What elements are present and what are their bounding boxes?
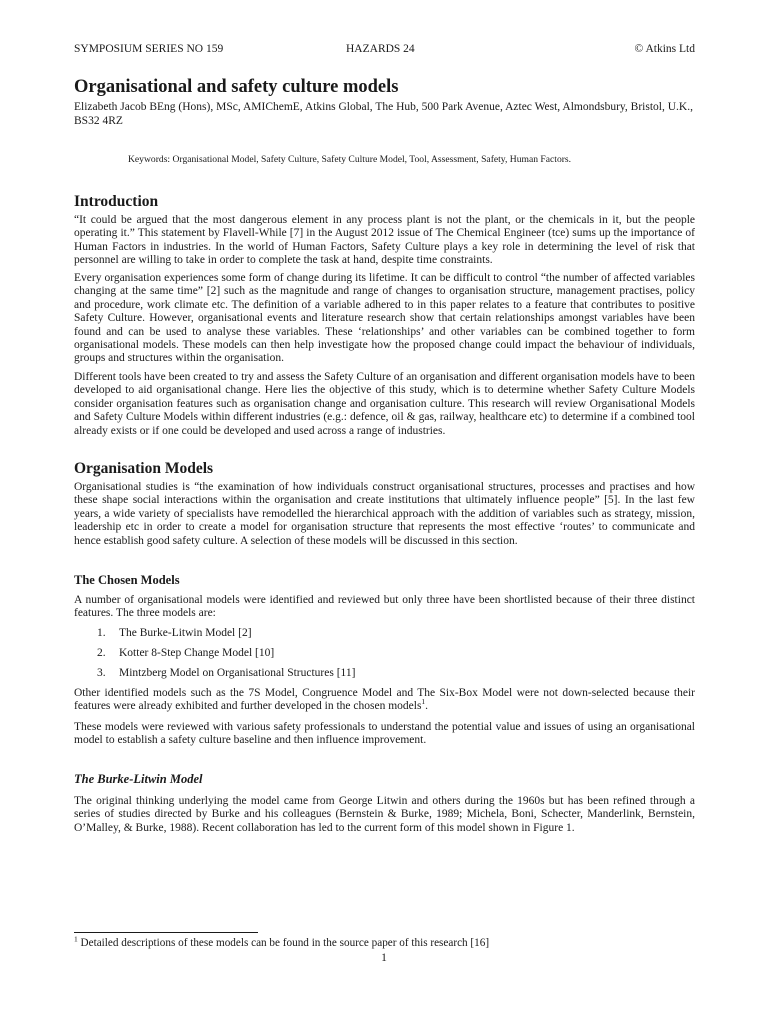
org-models-paragraph: Organisational studies is “the examination of how individuals construct organisational structures, processes and practises and how these shape social interactions within the organisation and create institutions that ultimately influence people” [5]. In the last few years, a wide variety of specialists have remodelled the hierarchical approach with the addition of variables such as strategy, mission, leadership etc in order to create a model for organisation structure that represents the most effective ‘routes’ to communicate and hence establish good safety culture. A selection of these models will be discussed in this section. [74, 481, 695, 547]
list-item-number: 3. [97, 667, 106, 679]
chosen-models-paragraph-1: A number of organisational models were identified and reviewed but only three have been shortlisted because of their three distinct features. The three models are: [74, 594, 695, 620]
subsection-heading-burke-litwin: The Burke-Litwin Model [74, 772, 203, 786]
intro-paragraph-1: “It could be argued that the most dangerous element in any process plant is not the plant, or the chemicals in it, but the people operating it.” This statement by Flavell-While [7] in the August 2012 issue of The Chemical Engineer (tce) sums up the importance of Human Factors in industries. In the world of Human Factors, Safety Culture plays a key role in determining the level of risk that personnel are willing to take in order to complete the task at hand, despite time constraints. [74, 214, 695, 267]
section-heading-organisation-models: Organisation Models [74, 460, 214, 477]
chosen-models-paragraph-2-text: Other identified models such as the 7S Model, Congruence Model and The Six-Box Model were not down-selected because their features were already exhibited and further developed in the chosen models [74, 687, 695, 713]
running-header [74, 43, 695, 57]
list-item [97, 647, 657, 660]
author-affiliation: Elizabeth Jacob BEng (Hons), MSc, AMIChemE, Atkins Global, The Hub, 500 Park Avenue, Aztec West, Almondsbury, Bristol, U.K., BS32 4RZ [74, 101, 693, 127]
burke-litwin-paragraph: The original thinking underlying the model came from George Litwin and others during the 1960s but has been refined through a series of studies directed by Burke and his colleagues (Bernstein & Burke, 1989; Michela, Boni, Schecter, Manderlink, Bernstein, O’Malley, & Burke, 1988). Recent collaboration has led to the current form of this model shown in Figure 1. [74, 795, 695, 834]
header-series: SYMPOSIUM SERIES NO 159 [74, 43, 224, 55]
header-event: HAZARDS 24 [346, 43, 415, 55]
section-heading-introduction: Introduction [74, 193, 159, 210]
list-item [97, 627, 657, 640]
list-item-text: Mintzberg Model on Organisational Structures [11] [119, 667, 356, 679]
list-item [97, 667, 657, 680]
chosen-models-paragraph-3: These models were reviewed with various safety professionals to understand the potential value and issues of using an organisational model to establish a safety culture baseline and then influence improvement. [74, 721, 695, 747]
header-copyright: © Atkins Ltd [634, 43, 695, 55]
page-number: 1 [381, 952, 387, 964]
paper-title: Organisational and safety culture models [74, 77, 399, 97]
footnote-text: Detailed descriptions of these models can be found in the source paper of this research [16] [77, 937, 490, 949]
intro-paragraph-3: Different tools have been created to try and assess the Safety Culture of an organisation and different organisation models have to been developed to aid organisational change. Here lies the objective of this study, which is to determine whether Safety Culture Models consider organisation features such as organisation change and organisation culture. This research will review Organisational Models and Safety Culture Models within different industries (e.g.: defence, oil & gas, railway, healthcare etc) to determine if a combined tool already exists or if one could be developed and used across a range of industries. [74, 371, 695, 437]
list-item-text: The Burke-Litwin Model [2] [119, 627, 252, 639]
list-item-number: 1. [97, 627, 106, 639]
subsection-heading-chosen-models: The Chosen Models [74, 573, 180, 587]
footnote-reference[interactable]: 1 [421, 697, 426, 707]
chosen-models-paragraph-2 [74, 687, 695, 714]
list-item-number: 2. [97, 647, 106, 659]
list-item-text: Kotter 8-Step Change Model [10] [119, 647, 275, 659]
keywords: Keywords: Organisational Model, Safety Culture, Safety Culture Model, Tool, Assessment, Safety, Human Factors. [128, 154, 572, 165]
footnote [74, 934, 695, 950]
chosen-models-paragraph-2-end: . [425, 700, 429, 713]
footnote-divider [74, 932, 258, 933]
footnote-mark: 1 [74, 934, 78, 944]
intro-paragraph-2: Every organisation experiences some form of change during its lifetime. It can be difficult to control “the number of affected variables changing at the same time” [2] such as the magnitude and range of changes to organisation structure, management practises, policy and procedure, work climate etc. The definition of a variable adhered to in this paper relates to a feature that contributes to positive Safety Culture. However, organisational events and literature research show that certain relationships amongst variables have been found and can be used to analyse these variables. These ‘relationships’ and other variables can be combined together to form organisational models. These models can then help investigate how the proposed change could impact the behaviour of individuals, groups and structures within the organisation. [74, 272, 695, 365]
